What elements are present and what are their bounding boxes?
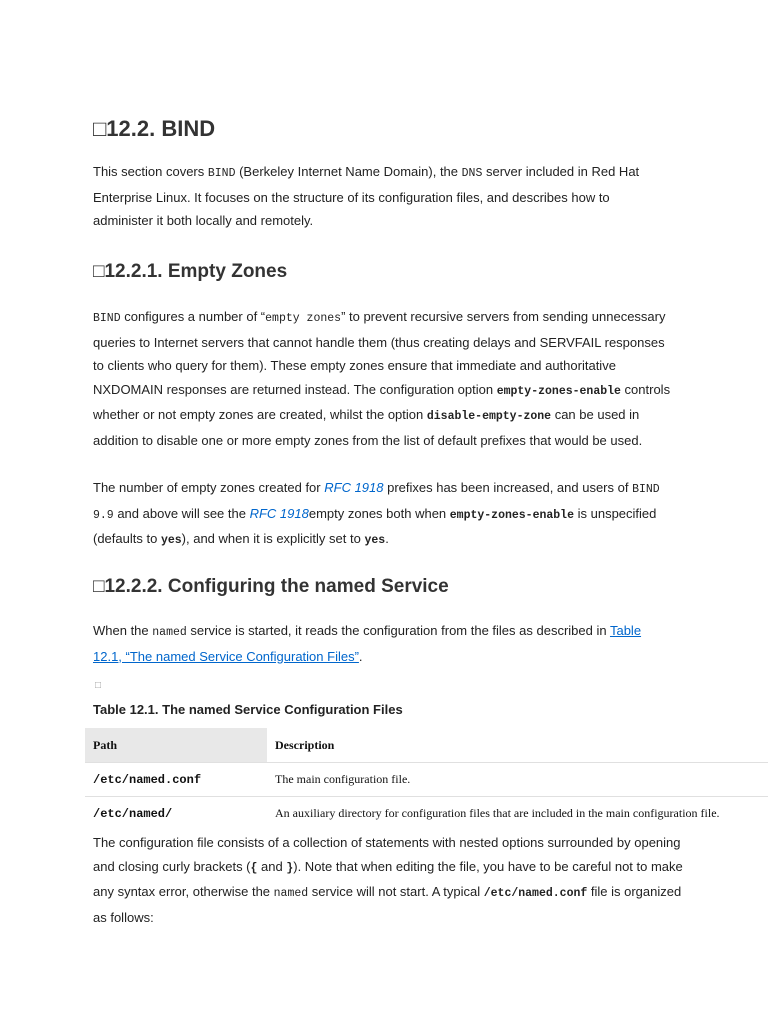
text: This section covers xyxy=(93,164,208,179)
heading-text: 12.2.1. Empty Zones xyxy=(104,261,288,282)
table-anchor-glyph: □ xyxy=(95,680,102,691)
empty-zones-paragraph-2 xyxy=(93,476,673,553)
text: file is organized as follows: xyxy=(93,884,682,925)
code-named: named xyxy=(273,887,309,900)
section-heading-bind xyxy=(93,116,215,142)
text: . xyxy=(358,648,363,664)
text: controls whether or not empty zones are created, whilst the option xyxy=(93,381,671,422)
intro-paragraph xyxy=(93,160,673,233)
rfc-1918-link[interactable]: RFC 1918 xyxy=(324,480,384,495)
text: service will not start. A typical xyxy=(308,884,484,899)
path-cell: /etc/named.conf xyxy=(85,763,267,797)
text: (Berkeley Internet Name Domain), the xyxy=(235,164,462,179)
subsection-heading-empty-zones xyxy=(93,261,287,283)
path-cell: /etc/named/ xyxy=(85,797,267,831)
anchor-glyph: □ xyxy=(93,576,105,597)
text: is unspecified (defaults to xyxy=(93,505,657,546)
text: . xyxy=(385,531,389,546)
option-disable-empty-zone: disable-empty-zone xyxy=(426,410,552,423)
text: and above will see the xyxy=(113,505,250,521)
code-bind-version: BIND 9.9 xyxy=(93,483,660,522)
text: server included in Red Hat Enterprise Linux. It focuses on the structure of its configuration files, and describes how to administer it both locally and remotely. xyxy=(93,164,640,228)
text: When the xyxy=(93,623,153,638)
code-dns: DNS xyxy=(461,167,483,180)
anchor-glyph: □ xyxy=(93,261,105,282)
rfc-1918-link[interactable]: RFC 1918 xyxy=(249,505,309,521)
text: empty zones both when xyxy=(308,505,450,521)
anchor-glyph: □ xyxy=(93,116,107,141)
named-service-paragraph-2 xyxy=(93,831,693,929)
code-close-brace: } xyxy=(286,861,294,875)
code-named-conf: /etc/named.conf xyxy=(483,887,588,900)
table-header-row xyxy=(85,728,768,763)
column-header-path: Path xyxy=(85,728,267,763)
text: ). Note that when editing the file, you have to be careful not to make any syntax error, otherwise the xyxy=(93,858,683,899)
heading-text: 12.2.2. Configuring the named Service xyxy=(104,576,449,597)
subsection-heading-configuring-named xyxy=(93,576,449,598)
table-row xyxy=(85,763,768,797)
text: configures a number of “ xyxy=(120,309,266,324)
description-cell: The main configuration file. xyxy=(267,763,768,797)
code-named: named xyxy=(152,626,187,639)
value-yes: yes xyxy=(160,534,182,547)
text: ), and when it is explicitly set to xyxy=(181,531,365,546)
text: and xyxy=(257,858,287,874)
code-bind: BIND xyxy=(93,312,121,325)
column-header-description: Description xyxy=(267,728,768,763)
empty-zones-paragraph-1 xyxy=(93,305,673,452)
code-open-brace: { xyxy=(250,861,258,875)
option-empty-zones-enable: empty-zones-enable xyxy=(449,508,574,522)
text: The configuration file consists of a collection of statements with nested options surrounded by opening and closing curly brackets ( xyxy=(93,835,681,874)
table-title: Table 12.1. The named Service Configuration Files xyxy=(93,702,403,717)
option-empty-zones-enable: empty-zones-enable xyxy=(496,384,621,398)
heading-text: 12.2. BIND xyxy=(106,116,216,141)
text: can be used in addition to disable one or more empty zones from the list of default prefixes that would be used. xyxy=(93,407,643,448)
named-service-paragraph-1 xyxy=(93,619,673,668)
config-files-table xyxy=(85,728,768,830)
text: service is started, it reads the configuration from the files as described in xyxy=(186,623,610,638)
table-12-1-link[interactable]: Table 12.1, “The named Service Configuration Files” xyxy=(93,623,642,664)
description-cell: An auxiliary directory for configuration files that are included in the main configuration file. xyxy=(267,797,768,831)
text: prefixes has been increased, and users of xyxy=(383,480,633,495)
value-yes: yes xyxy=(364,534,386,547)
code-bind: BIND xyxy=(207,167,236,180)
table-row xyxy=(85,797,768,831)
text: ” to prevent recursive servers from sending unnecessary queries to Internet servers that cannot handle them (thus creating delays and SERVFAIL responses to clients who query for them). These empty zones ensure that immediate and authoritative NXDOMAIN responses are returned instead. The configuration option xyxy=(93,309,666,397)
code-empty-zones: empty zones xyxy=(265,312,342,325)
text: The number of empty zones created for xyxy=(93,480,325,495)
